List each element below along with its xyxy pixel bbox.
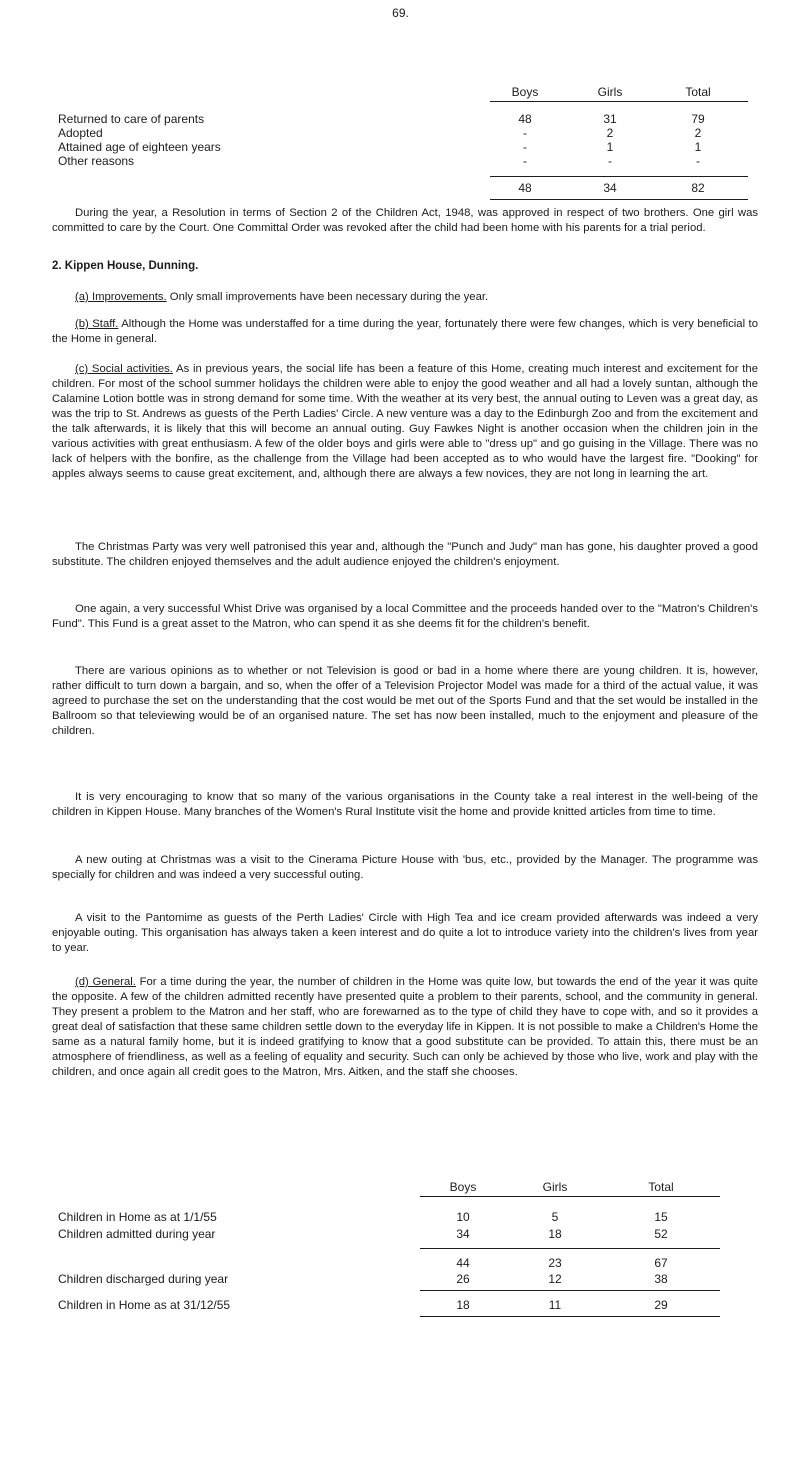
row-label: Adopted bbox=[58, 126, 103, 140]
table-row bbox=[58, 140, 748, 154]
table-row bbox=[58, 154, 748, 168]
table-final-row bbox=[58, 1298, 748, 1312]
row-label: Children in Home as at 31/12/55 bbox=[58, 1298, 231, 1312]
table-header-row bbox=[58, 1180, 748, 1194]
staff-text: Although the Home was understaffed for a time during the year, fortunately there were few changes, which is very beneficial to the Home in general. bbox=[52, 318, 758, 345]
pantomime-text: A visit to the Pantomime as guests of the Perth Ladies' Circle with High Tea and ice cream provided afterwards was indeed a very enjoyable outing. This organisation has always taken a keen interest and do quite a lot to introduce variety into the children's lives from year to year. bbox=[52, 912, 758, 954]
total-total: 82 bbox=[691, 181, 705, 195]
cell-boys: - bbox=[523, 126, 527, 140]
social-text: As in previous years, the social life has been a feature of this Home, creating much interest and excitement for the children. For most of the school summer holidays the children were able to enjoy the good weather and all had a lovely suntan, although the Calamine Lotion bottle was in strong demand for some time. With the weather at its very best, the annual outing to Leven was a great day, as was the trip to St. Andrews as guests of the Perth Ladies' Circle. A new venture was a day to the Edinburgh Zoo and from the excitement and the talk afterwards, it is likely that this will become an annual outing. Guy Fawkes Night is another occasion when the children join in the various activities with great enthusiasm. A few of the older boys and girls were able to "dress up" and go guising in the Village. There was no lack of helpers with the bonfire, as the challenge from the Village had been accepted as to who would have the largest fire. "Dooking" for apples always seems to cause great excitement, and, although there are always a few novices, they are not long in learning the art. bbox=[52, 363, 758, 480]
totals-top-rule bbox=[490, 176, 748, 177]
subtotal-rule bbox=[420, 1248, 720, 1249]
table-subtotal-row bbox=[58, 1256, 748, 1272]
cell-boys: 10 bbox=[456, 1210, 470, 1224]
cell-girls: 5 bbox=[551, 1210, 559, 1224]
total-boys: 48 bbox=[518, 181, 532, 195]
table-row bbox=[58, 1272, 748, 1286]
discharge-table bbox=[58, 85, 748, 99]
table-header-row bbox=[58, 85, 748, 99]
row-label: Children admitted during year bbox=[58, 1227, 216, 1241]
cell-boys: - bbox=[523, 140, 527, 154]
header-rule bbox=[490, 101, 748, 102]
cell-girls: 1 bbox=[606, 140, 614, 154]
table-row bbox=[58, 112, 748, 126]
col-header-boys: Boys bbox=[511, 85, 539, 99]
cell-boys: 48 bbox=[518, 112, 532, 126]
cell-total: - bbox=[696, 154, 700, 168]
cell-boys: 18 bbox=[456, 1298, 470, 1312]
social-paragraph bbox=[52, 362, 758, 482]
cell-total: 52 bbox=[654, 1227, 668, 1241]
table-row bbox=[58, 1210, 748, 1227]
whist-drive-text: One again, a very successful Whist Drive was organised by a local Committee and the proceeds handed over to the "Matron's Children's Fund". This Fund is a great asset to the Matron, who can spend it as she deems fit for the children's benefit. bbox=[52, 603, 758, 630]
col-header-girls: Girls bbox=[542, 1180, 568, 1194]
page-number: 69. bbox=[392, 6, 409, 20]
population-subtotal bbox=[58, 1256, 748, 1286]
television-paragraph bbox=[52, 664, 758, 739]
row-label: Returned to care of parents bbox=[58, 112, 205, 126]
header-rule bbox=[420, 1196, 720, 1197]
table-total-row bbox=[58, 181, 748, 195]
improvements-text: Only small improvements have been necessary during the year. bbox=[166, 291, 489, 303]
subtotal-girls: 23 bbox=[548, 1256, 562, 1270]
christmas-party-paragraph bbox=[52, 540, 758, 570]
final-top-rule bbox=[420, 1290, 720, 1291]
cell-total: 1 bbox=[694, 140, 702, 154]
whist-drive-paragraph bbox=[52, 602, 758, 632]
general-label: (d) General. bbox=[75, 976, 136, 988]
section-heading: 2. Kippen House, Dunning. bbox=[52, 260, 199, 272]
cell-girls: 18 bbox=[548, 1227, 562, 1241]
final-bottom-rule bbox=[420, 1316, 720, 1317]
staff-label: (b) Staff. bbox=[75, 318, 119, 330]
col-header-boys: Boys bbox=[449, 1180, 477, 1194]
organisations-text: It is very encouraging to know that so many of the various organisations in the County take a real interest in the well-being of the children in Kippen House. Many branches of the Women's Rural Institute visit the home and provide knitted articles from time to time. bbox=[52, 791, 758, 818]
totals-bottom-rule bbox=[490, 199, 748, 200]
resolution-paragraph bbox=[52, 206, 758, 236]
cinerama-text: A new outing at Christmas was a visit to the Cinerama Picture House with 'bus, etc., provided by the Manager. The programme was specially for children and was indeed a very successful outing. bbox=[52, 854, 758, 881]
organisations-paragraph bbox=[52, 790, 758, 820]
discharge-totals bbox=[58, 181, 748, 195]
improvements-label: (a) Improvements. bbox=[75, 291, 167, 303]
row-label: Attained age of eighteen years bbox=[58, 140, 221, 154]
col-header-total: Total bbox=[685, 85, 711, 99]
improvements-paragraph bbox=[52, 290, 758, 305]
cell-total: 79 bbox=[691, 112, 705, 126]
cinerama-paragraph bbox=[52, 853, 758, 883]
table-row bbox=[58, 1227, 748, 1241]
row-label: Children discharged during year bbox=[58, 1272, 229, 1286]
population-final bbox=[58, 1298, 748, 1312]
cell-girls: 11 bbox=[548, 1298, 562, 1312]
television-text: There are various opinions as to whether or not Television is good or bad in a home where there are young children. It is, however, rather difficult to turn down a bargain, and so, when the offer of a Television Projector Model was made for a third of the actual value, it was agreed to purchase the set on the understanding that the cost would be met out of the Sports Fund and that the set would be installed in the Ballroom so that televiewing would be of an organised nature. The set has now been installed, much to the enjoyment and pleasure of the children. bbox=[52, 665, 758, 737]
cell-girls: - bbox=[608, 154, 612, 168]
subtotal-boys: 44 bbox=[456, 1256, 470, 1270]
staff-paragraph bbox=[52, 317, 758, 347]
general-paragraph bbox=[52, 975, 758, 1080]
total-girls: 34 bbox=[603, 181, 617, 195]
cell-girls: 31 bbox=[603, 112, 617, 126]
cell-total: 29 bbox=[654, 1298, 668, 1312]
pantomime-paragraph bbox=[52, 911, 758, 956]
col-header-girls: Girls bbox=[597, 85, 623, 99]
cell-girls: 2 bbox=[606, 126, 614, 140]
table-row bbox=[58, 126, 748, 140]
cell-total: 2 bbox=[694, 126, 702, 140]
cell-boys: - bbox=[523, 154, 527, 168]
christmas-party-text: The Christmas Party was very well patronised this year and, although the "Punch and Judy" man has gone, his daughter proved a good substitute. The children enjoyed themselves and the adult audience enjoyed the children's enjoyment. bbox=[52, 541, 758, 568]
cell-total: 38 bbox=[654, 1272, 668, 1286]
discharge-table-body bbox=[58, 112, 748, 168]
general-text: For a time during the year, the number of children in the Home was quite low, but towards the end of the year it was quite the opposite. A few of the children admitted recently have presented quite a problem to their parents, school, and the community in general. They present a problem to the Matron and her staff, who are forewarned as to the type of child they have to cope with, and so it provides a great deal of satisfaction that these same children settle down to the everyday life in Kippen. It is not possible to make a Children's Home the same as a natural family home, but it is indeed gratifying to know that a good substitute can be provided. To attain this, there must be an atmosphere of friendliness, as well as a feeling of equality and security. Such can only be achieved by those who live, work and play with the children, and once again all credit goes to the Matron, Mrs. Aitken, and the staff she chooses. bbox=[52, 976, 758, 1078]
cell-girls: 12 bbox=[548, 1272, 562, 1286]
row-label: Children in Home as at 1/1/55 bbox=[58, 1210, 217, 1224]
subtotal-total: 67 bbox=[654, 1256, 668, 1270]
cell-boys: 26 bbox=[456, 1272, 470, 1286]
social-label: (c) Social activities. bbox=[75, 363, 173, 375]
cell-boys: 34 bbox=[456, 1227, 470, 1241]
row-label: Other reasons bbox=[58, 154, 135, 168]
col-header-total: Total bbox=[648, 1180, 674, 1194]
resolution-text: During the year, a Resolution in terms of Section 2 of the Children Act, 1948, was approved in respect of two brothers. One girl was committed to care by the Court. One Committal Order was revoked after the child had been home with his parents for a trial period. bbox=[52, 207, 758, 234]
population-table bbox=[58, 1180, 748, 1194]
population-table-body bbox=[58, 1210, 748, 1241]
cell-total: 15 bbox=[654, 1210, 668, 1224]
